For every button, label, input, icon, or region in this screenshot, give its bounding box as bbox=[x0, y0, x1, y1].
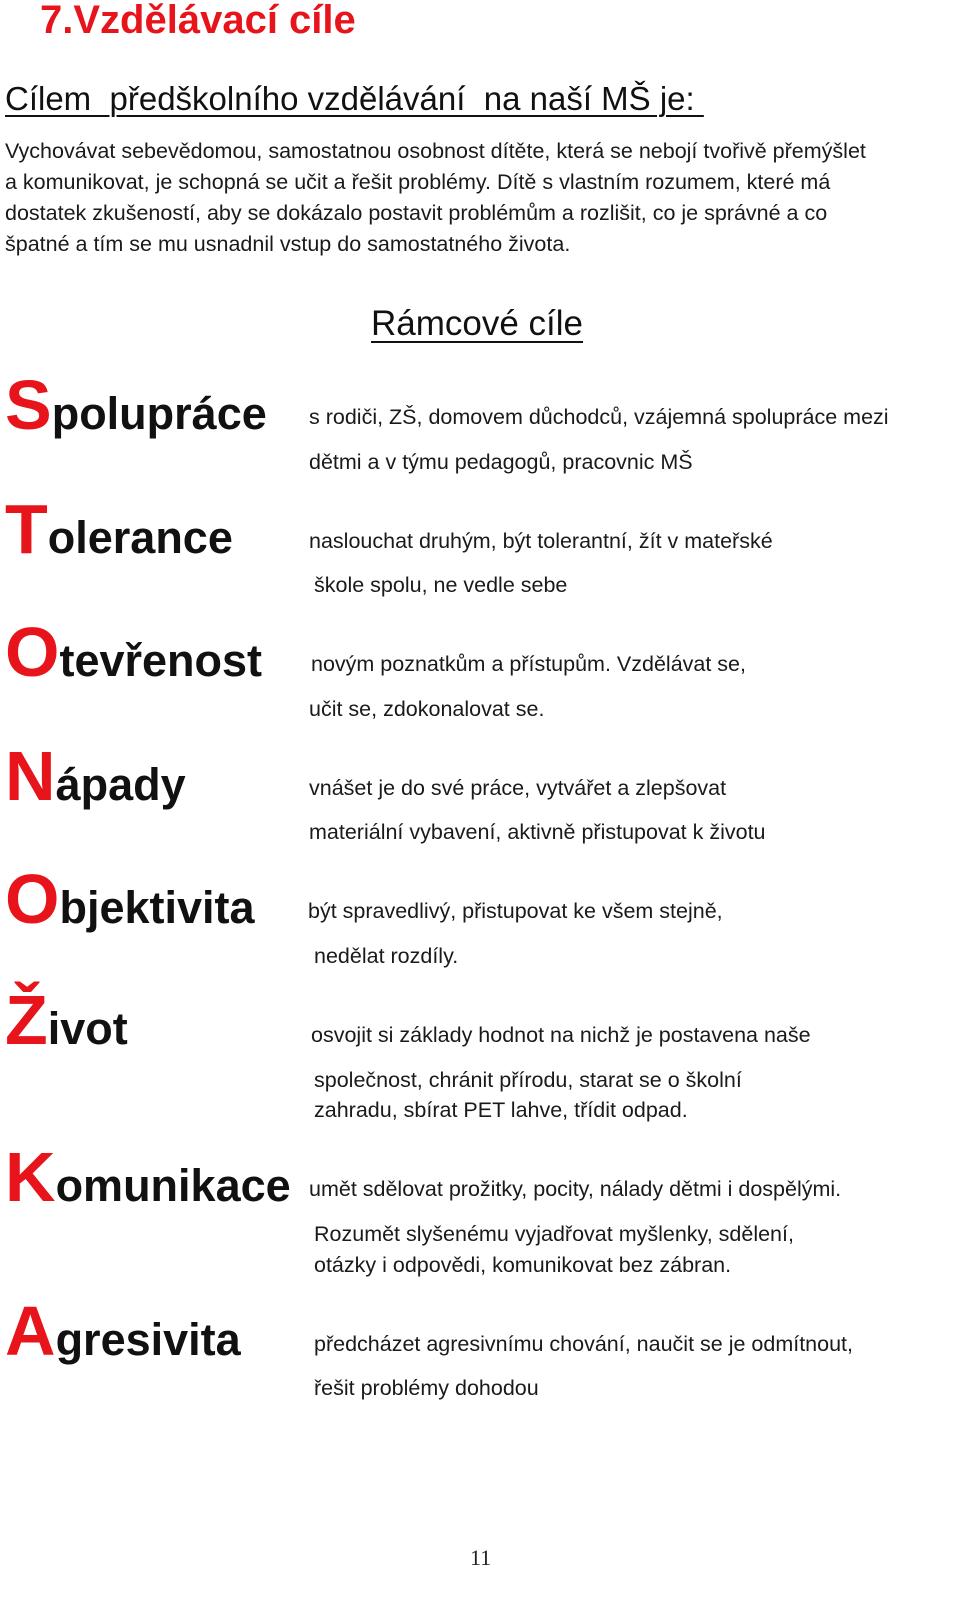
acronym-description: s rodiči, ZŠ, domovem důchodců, vzájemná spolupráce mezi bbox=[309, 405, 889, 429]
intro-line: špatné a tím se mu usnadnil vstup do samostatného života. bbox=[5, 232, 571, 256]
acronym-rest: tevřenost bbox=[59, 635, 263, 686]
page-number: 11 bbox=[470, 1545, 492, 1570]
acronym-initial: S bbox=[5, 366, 52, 444]
acronym-description: řešit problémy dohodou bbox=[314, 1376, 539, 1400]
acronym-description: společnost, chránit přírodu, starat se o školní bbox=[314, 1068, 742, 1092]
subtitle: Cílem předškolního vzdělávání na naší MŠ je: bbox=[5, 80, 704, 117]
acronym-description: být spravedlivý, přistupovat ke všem stejně, bbox=[308, 899, 723, 923]
acronym-rest: ivot bbox=[47, 1003, 128, 1054]
acronym-word-napady bbox=[5, 737, 186, 815]
acronym-initial: N bbox=[5, 737, 56, 815]
acronym-description: naslouchat druhým, být tolerantní, žít v mateřské bbox=[309, 529, 773, 553]
acronym-description: vnášet je do své práce, vytvářet a zlepšovat bbox=[309, 776, 727, 800]
acronym-word-komunikace bbox=[5, 1138, 291, 1216]
intro-line: Vychovávat sebevědomou, samostatnou osobnost dítěte, která se nebojí tvořivě přemýšlet bbox=[5, 139, 866, 163]
acronym-initial: O bbox=[5, 613, 60, 691]
acronym-word-objektivita bbox=[5, 860, 255, 938]
acronym-rest: omunikace bbox=[55, 1160, 291, 1211]
chapter-title: 7.Vzdělávací cíle bbox=[40, 0, 356, 42]
intro-paragraph bbox=[5, 136, 955, 260]
acronym-rest: olerance bbox=[47, 512, 233, 563]
acronym-word-zivot bbox=[5, 981, 128, 1059]
acronym-description: předcházet agresivnímu chování, naučit se je odmítnout, bbox=[314, 1332, 854, 1356]
intro-line: dostatek zkušeností, aby se dokázalo postavit problémům a rozlišit, co je správné a co bbox=[5, 201, 828, 225]
acronym-rest: ápady bbox=[55, 759, 186, 810]
acronym-rest: bjektivita bbox=[59, 882, 255, 933]
acronym-word-spoluprace bbox=[5, 366, 267, 444]
acronym-description: materiální vybavení, aktivně přistupovat k životu bbox=[309, 820, 766, 844]
acronym-description: učit se, zdokonalovat se. bbox=[309, 697, 545, 721]
acronym-description: škole spolu, ne vedle sebe bbox=[314, 573, 568, 597]
acronym-word-agresivita bbox=[5, 1292, 241, 1370]
acronym-word-otevrenost bbox=[5, 613, 263, 691]
acronym-description: zahradu, sbírat PET lahve, třídit odpad. bbox=[314, 1098, 688, 1122]
acronym-initial: A bbox=[5, 1292, 56, 1370]
acronym-initial: T bbox=[5, 490, 48, 568]
acronym-rest: gresivita bbox=[55, 1314, 241, 1365]
acronym-description: novým poznatkům a přístupům. Vzdělávat se, bbox=[311, 652, 746, 676]
acronym-description: nedělat rozdíly. bbox=[314, 944, 459, 968]
acronym-description: otázky i odpovědi, komunikovat bez zábran. bbox=[314, 1253, 732, 1277]
section-heading: Rámcové cíle bbox=[371, 304, 584, 343]
acronym-initial: K bbox=[5, 1138, 56, 1216]
acronym-description: dětmi a v týmu pedagogů, pracovnic MŠ bbox=[309, 450, 693, 474]
acronym-description: Rozumět slyšenému vyjadřovat myšlenky, sdělení, bbox=[314, 1222, 794, 1246]
acronym-initial: Ž bbox=[5, 981, 48, 1059]
acronym-initial: O bbox=[5, 860, 60, 938]
acronym-description: osvojit si základy hodnot na nichž je postavena naše bbox=[311, 1023, 811, 1047]
acronym-rest: polupráce bbox=[51, 388, 267, 439]
intro-line: a komunikovat, je schopná se učit a řešit problémy. Dítě s vlastním rozumem, které má bbox=[5, 170, 831, 194]
acronym-description: umět sdělovat prožitky, pocity, nálady dětmi i dospělými. bbox=[309, 1177, 842, 1201]
acronym-word-tolerance bbox=[5, 490, 233, 568]
